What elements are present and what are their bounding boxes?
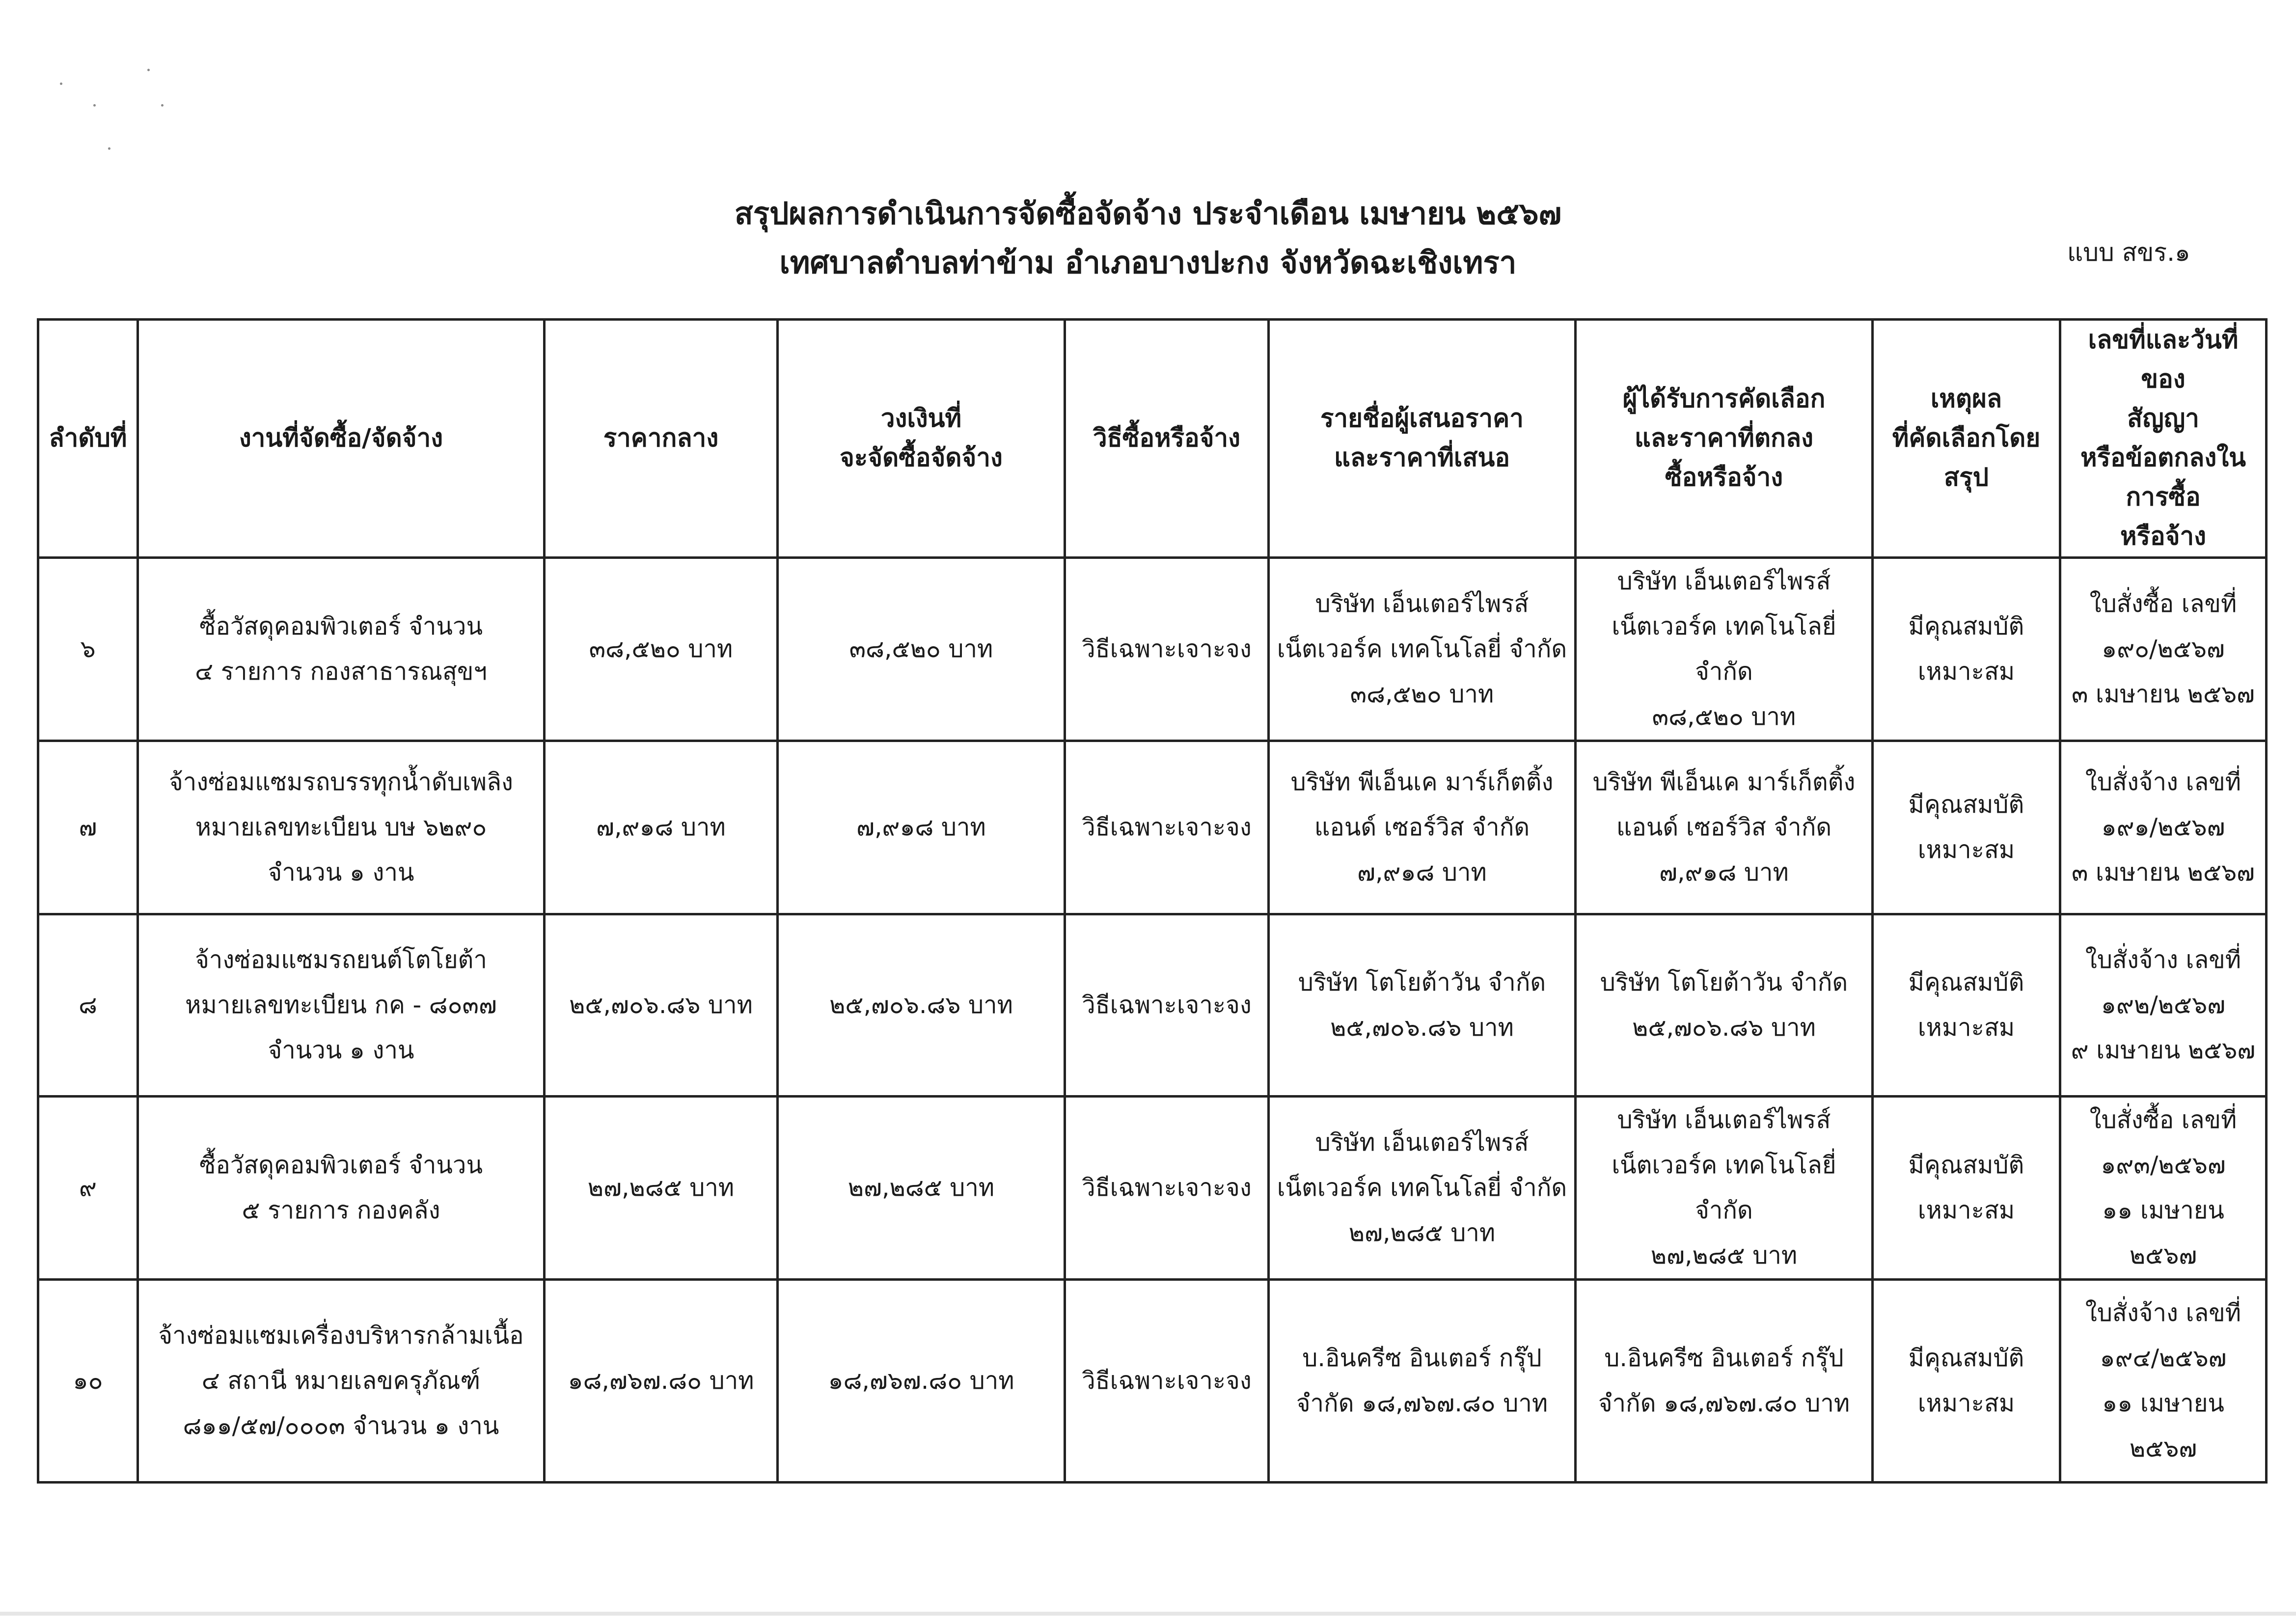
document-subtitle: เทศบาลตำบลท่าข้าม อำเภอบางปะกง จังหวัดฉะเชิงเทรา [779,245,1517,280]
header-item: งานที่จัดซื้อ/จัดจ้าง [138,320,545,558]
header-median-price: ราคากลาง [545,320,778,558]
cell-median-price: ๑๘,๗๖๗.๘๐ บาท [545,1280,778,1483]
cell-selected: บริษัท เอ็นเตอร์ไพรส์ เน็ตเวอร์ค เทคโนโลยี่ จำกัด ๒๗,๒๘๕ บาท [1576,1097,1873,1280]
header-contract: เลขที่และวันที่ของ สัญญา หรือข้อตกลงในการซื้อ หรือจ้าง [2060,320,2267,558]
table-header-row [38,320,2267,558]
cell-method: วิธีเฉพาะเจาะจง [1065,558,1269,741]
cell-bidders: บริษัท เอ็นเตอร์ไพรส์ เน็ตเวอร์ค เทคโนโลยี่ จำกัด ๒๗,๒๘๕ บาท [1269,1097,1576,1280]
cell-contract: ใบสั่งซื้อ เลขที่ ๑๙๓/๒๕๖๗ ๑๑ เมษายน ๒๕๖๗ [2060,1097,2267,1280]
cell-no: ๙ [38,1097,138,1280]
document-title: สรุปผลการดำเนินการจัดซื้อจัดจ้าง ประจำเดือน เมษายน ๒๕๖๗ [734,195,1562,231]
cell-selected: บริษัท โตโยต้าวัน จำกัด ๒๕,๗๐๖.๘๖ บาท [1576,914,1873,1097]
cell-contract: ใบสั่งซื้อ เลขที่ ๑๙๐/๒๕๖๗ ๓ เมษายน ๒๕๖๗ [2060,558,2267,741]
cell-reason: มีคุณสมบัติ เหมาะสม [1873,558,2060,741]
cell-item: จ้างซ่อมแซมรถบรรทุกน้ำดับเพลิง หมายเลขทะเบียน บษ ๖๒๙๐ จำนวน ๑ งาน [138,741,545,914]
header-budget: วงเงินที่ จะจัดซื้อจัดจ้าง [778,320,1065,558]
cell-budget: ๑๘,๗๖๗.๘๐ บาท [778,1280,1065,1483]
cell-method: วิธีเฉพาะเจาะจง [1065,914,1269,1097]
header-no: ลำดับที่ [38,320,138,558]
cell-method: วิธีเฉพาะเจาะจง [1065,741,1269,914]
header-method: วิธีซื้อหรือจ้าง [1065,320,1269,558]
cell-reason: มีคุณสมบัติ เหมาะสม [1873,1280,2060,1483]
cell-selected: บริษัท เอ็นเตอร์ไพรส์ เน็ตเวอร์ค เทคโนโลยี่ จำกัด ๓๘,๕๒๐ บาท [1576,558,1873,741]
procurement-table [37,318,2268,1484]
cell-budget: ๓๘,๕๒๐ บาท [778,558,1065,741]
header-selected: ผู้ได้รับการคัดเลือก และราคาที่ตกลง ซื้อหรือจ้าง [1576,320,1873,558]
cell-no: ๘ [38,914,138,1097]
table-row [38,914,2267,1097]
form-code: แบบ สขร.๑ [2067,238,2190,267]
cell-contract: ใบสั่งจ้าง เลขที่ ๑๙๔/๒๕๖๗ ๑๑ เมษายน ๒๕๖๗ [2060,1280,2267,1483]
cell-reason: มีคุณสมบัติ เหมาะสม [1873,1097,2060,1280]
cell-median-price: ๓๘,๕๒๐ บาท [545,558,778,741]
table-row [38,1097,2267,1280]
cell-no: ๖ [38,558,138,741]
document-header [0,189,2296,287]
header-bidders: รายชื่อผู้เสนอราคา และราคาที่เสนอ [1269,320,1576,558]
cell-median-price: ๒๕,๗๐๖.๘๖ บาท [545,914,778,1097]
cell-item: ซื้อวัสดุคอมพิวเตอร์ จำนวน ๕ รายการ กองคลัง [138,1097,545,1280]
table-row [38,741,2267,914]
cell-bidders: บริษัท เอ็นเตอร์ไพรส์ เน็ตเวอร์ค เทคโนโลยี่ จำกัด ๓๘,๕๒๐ บาท [1269,558,1576,741]
cell-median-price: ๒๗,๒๘๕ บาท [545,1097,778,1280]
cell-contract: ใบสั่งจ้าง เลขที่ ๑๙๒/๒๕๖๗ ๙ เมษายน ๒๕๖๗ [2060,914,2267,1097]
cell-method: วิธีเฉพาะเจาะจง [1065,1097,1269,1280]
cell-item: จ้างซ่อมแซมรถยนต์โตโยต้า หมายเลขทะเบียน กค - ๘๐๓๗ จำนวน ๑ งาน [138,914,545,1097]
cell-bidders: บริษัท พีเอ็นเค มาร์เก็ตติ้ง แอนด์ เซอร์วิส จำกัด ๗,๙๑๘ บาท [1269,741,1576,914]
cell-budget: ๗,๙๑๘ บาท [778,741,1065,914]
cell-no: ๑๐ [38,1280,138,1483]
table-row [38,1280,2267,1483]
cell-budget: ๒๗,๒๘๕ บาท [778,1097,1065,1280]
cell-item: ซื้อวัสดุคอมพิวเตอร์ จำนวน ๔ รายการ กองสาธารณสุขฯ [138,558,545,741]
header-reason: เหตุผล ที่คัดเลือกโดย สรุป [1873,320,2060,558]
cell-selected: บ.อินครีซ อินเตอร์ กรุ๊ป จำกัด ๑๘,๗๖๗.๘๐ บาท [1576,1280,1873,1483]
cell-budget: ๒๕,๗๐๖.๘๖ บาท [778,914,1065,1097]
cell-contract: ใบสั่งจ้าง เลขที่ ๑๙๑/๒๕๖๗ ๓ เมษายน ๒๕๖๗ [2060,741,2267,914]
cell-method: วิธีเฉพาะเจาะจง [1065,1280,1269,1483]
cell-bidders: บ.อินครีซ อินเตอร์ กรุ๊ป จำกัด ๑๘,๗๖๗.๘๐ บาท [1269,1280,1576,1483]
scan-bottom-edge [0,1612,2296,1616]
cell-bidders: บริษัท โตโยต้าวัน จำกัด ๒๕,๗๐๖.๘๖ บาท [1269,914,1576,1097]
cell-no: ๗ [38,741,138,914]
cell-reason: มีคุณสมบัติ เหมาะสม [1873,914,2060,1097]
cell-median-price: ๗,๙๑๘ บาท [545,741,778,914]
cell-selected: บริษัท พีเอ็นเค มาร์เก็ตติ้ง แอนด์ เซอร์วิส จำกัด ๗,๙๑๘ บาท [1576,741,1873,914]
table-row [38,558,2267,741]
cell-item: จ้างซ่อมแซมเครื่องบริหารกล้ามเนื้อ ๔ สถานี หมายเลขครุภัณฑ์ ๘๑๑/๕๗/๐๐๐๓ จำนวน ๑ งาน [138,1280,545,1483]
cell-reason: มีคุณสมบัติ เหมาะสม [1873,741,2060,914]
